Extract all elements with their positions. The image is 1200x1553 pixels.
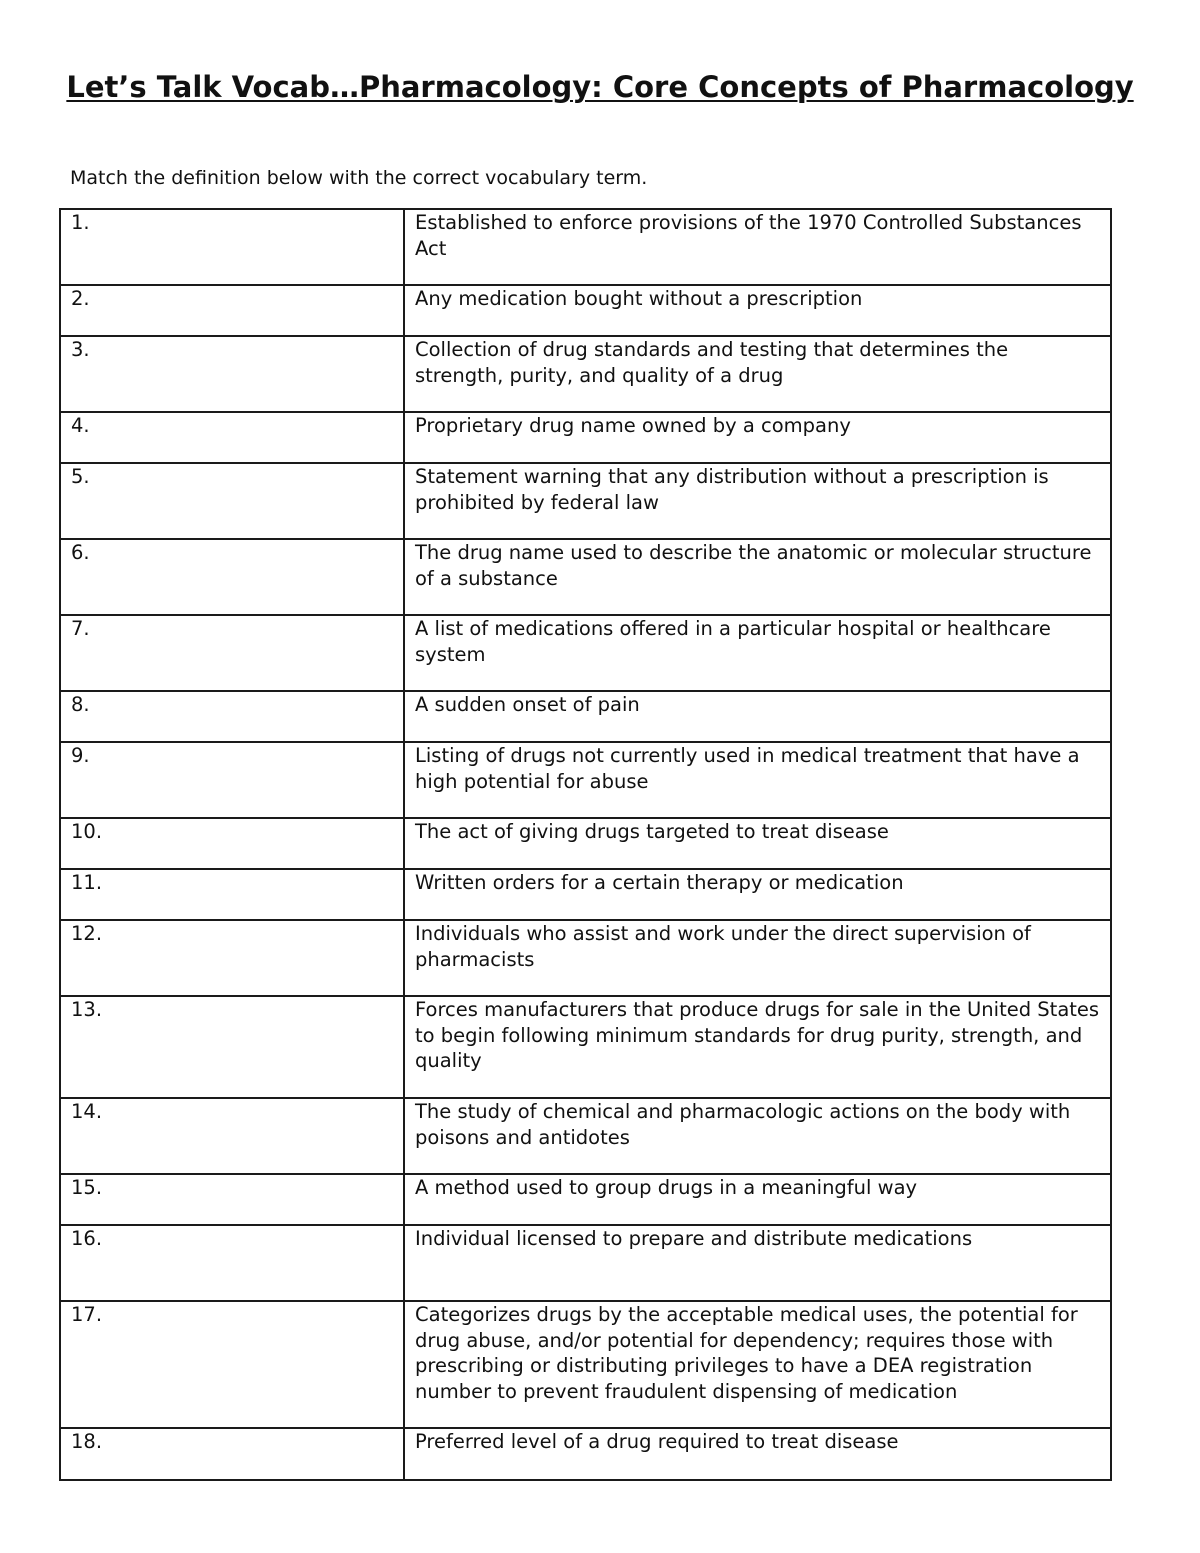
term-answer-cell[interactable]: 14. [60,1098,404,1174]
definition-cell: Forces manufacturers that produce drugs for sale in the United States to begin following minimum standards for drug purity, strength, and quality [404,996,1111,1098]
table-row [60,1098,1111,1174]
table-row [60,920,1111,996]
term-answer-cell[interactable]: 12. [60,920,404,996]
term-answer-cell[interactable]: 11. [60,869,404,920]
table-row [60,742,1111,818]
table-row [60,996,1111,1098]
definition-cell: Collection of drug standards and testing that determines the strength, purity, and quality of a drug [404,336,1111,412]
table-row [60,412,1111,463]
table-row [60,1428,1111,1480]
page-title: Let’s Talk Vocab…Pharmacology: Core Concepts of Pharmacology [66,70,1134,104]
table-row [60,209,1111,285]
table-row [60,539,1111,615]
term-answer-cell[interactable]: 5. [60,463,404,539]
definition-cell: Proprietary drug name owned by a company [404,412,1111,463]
table-row [60,463,1111,539]
definition-cell: A method used to group drugs in a meaningful way [404,1174,1111,1225]
term-answer-cell[interactable]: 2. [60,285,404,336]
table-row [60,869,1111,920]
definition-cell: Written orders for a certain therapy or medication [404,869,1111,920]
table-row [60,285,1111,336]
definition-cell: A list of medications offered in a particular hospital or healthcare system [404,615,1111,691]
definition-cell: Individuals who assist and work under the direct supervision of pharmacists [404,920,1111,996]
term-answer-cell[interactable]: 4. [60,412,404,463]
term-answer-cell[interactable]: 10. [60,818,404,869]
term-answer-cell[interactable]: 18. [60,1428,404,1480]
term-answer-cell[interactable]: 17. [60,1301,404,1428]
table-row [60,336,1111,412]
definition-cell: Individual licensed to prepare and distribute medications [404,1225,1111,1301]
definition-cell: Preferred level of a drug required to treat disease [404,1428,1111,1480]
definition-cell: The act of giving drugs targeted to treat disease [404,818,1111,869]
term-answer-cell[interactable]: 7. [60,615,404,691]
term-answer-cell[interactable]: 8. [60,691,404,742]
definition-cell: Statement warning that any distribution without a prescription is prohibited by federal law [404,463,1111,539]
instructions: Match the definition below with the correct vocabulary term. [70,167,648,189]
definition-cell: The drug name used to describe the anatomic or molecular structure of a substance [404,539,1111,615]
term-answer-cell[interactable]: 6. [60,539,404,615]
definition-cell: Established to enforce provisions of the 1970 Controlled Substances Act [404,209,1111,285]
table-row [60,1301,1111,1428]
table-row [60,818,1111,869]
table-row [60,1174,1111,1225]
definition-cell: The study of chemical and pharmacologic actions on the body with poisons and antidotes [404,1098,1111,1174]
definition-cell: Listing of drugs not currently used in medical treatment that have a high potential for abuse [404,742,1111,818]
term-answer-cell[interactable]: 9. [60,742,404,818]
vocab-table [59,208,1112,1481]
definition-cell: Categorizes drugs by the acceptable medical uses, the potential for drug abuse, and/or potential for dependency; requires those with prescribing or distributing privileges to have a DEA registration number to prevent fraudulent dispensing of medication [404,1301,1111,1428]
definition-cell: Any medication bought without a prescription [404,285,1111,336]
term-answer-cell[interactable]: 15. [60,1174,404,1225]
table-row [60,1225,1111,1301]
term-answer-cell[interactable]: 16. [60,1225,404,1301]
definition-cell: A sudden onset of pain [404,691,1111,742]
term-answer-cell[interactable]: 1. [60,209,404,285]
table-row [60,615,1111,691]
term-answer-cell[interactable]: 3. [60,336,404,412]
table-row [60,691,1111,742]
term-answer-cell[interactable]: 13. [60,996,404,1098]
